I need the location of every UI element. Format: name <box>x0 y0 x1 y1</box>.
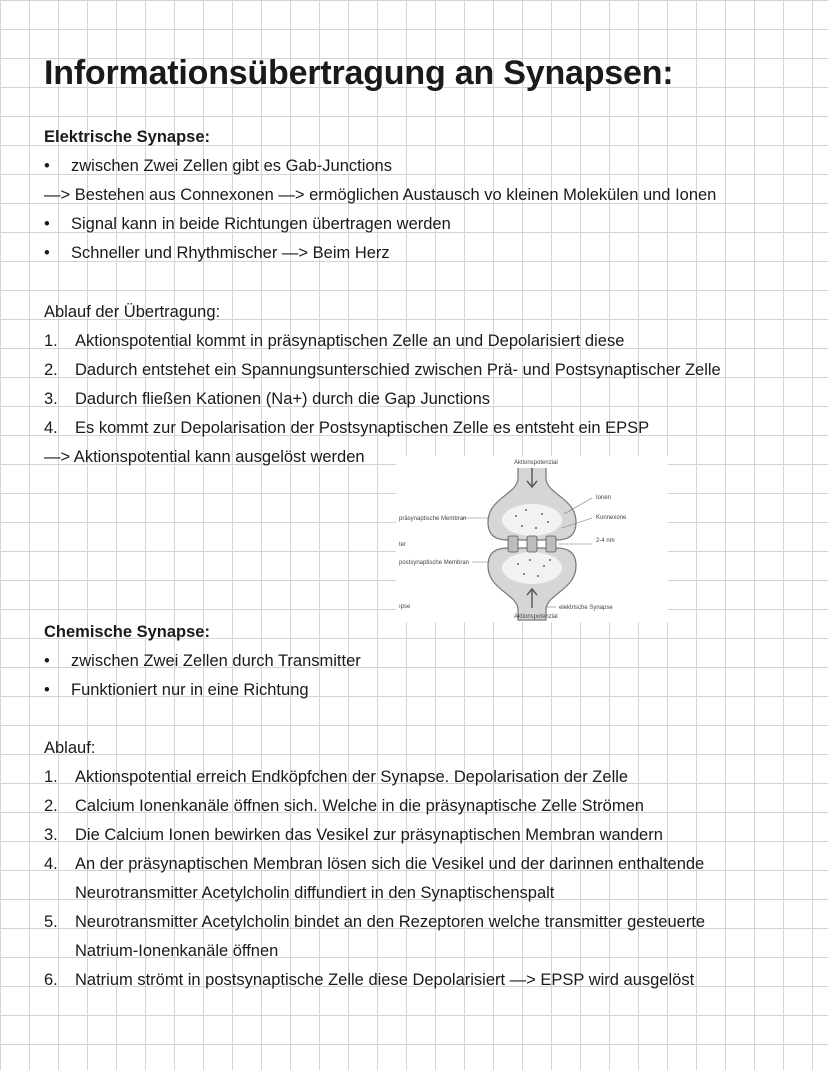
diagram-label-bottom: Aktionspotenzial <box>514 614 558 620</box>
presynaptic-cytoplasm <box>502 504 562 536</box>
diagram-label-pre-membrane: präsynaptische Membran <box>399 516 467 522</box>
step-number: 5. <box>44 913 58 931</box>
diagram-label-konnexone: Konnexone <box>596 515 627 521</box>
electric-step-3: Dadurch fließen Kationen (Na+) durch die Gap Junctions <box>75 390 491 408</box>
diagram-label-gse: ıpse <box>399 604 411 610</box>
chemical-step-4-continued: Neurotransmitter Acetylcholin diffundiert in den Synaptischenspalt <box>75 884 555 902</box>
electric-ablauf-heading: Ablauf der Übertragung: <box>44 303 221 321</box>
bullet-marker: • <box>44 652 50 670</box>
electric-bullet-speed: Schneller und Rhythmischer —> Beim Herz <box>71 244 390 262</box>
connexon-channels <box>508 536 556 552</box>
diagram-label-ter: ter <box>399 542 407 548</box>
electric-synapse-heading: Elektrische Synapse: <box>44 128 210 146</box>
bullet-marker: • <box>44 215 50 233</box>
diagram-label-top: Aktionspotenzial <box>514 460 558 466</box>
bullet-marker: • <box>44 681 50 699</box>
step-number: 3. <box>44 390 58 408</box>
electric-step-2: Dadurch entstehet ein Spannungsunterschied zwischen Prä- und Postsynaptischer Zelle <box>75 361 721 379</box>
step-number: 2. <box>44 797 58 815</box>
diagram-label-ionen: Ionen <box>596 495 612 501</box>
step-number: 4. <box>44 855 58 873</box>
chemical-step-2: Calcium Ionenkanäle öffnen sich. Welche in die präsynaptische Zelle Strömen <box>75 797 644 815</box>
diagram-label-post-membrane: postsynaptische Membran <box>399 560 470 566</box>
step-number: 2. <box>44 361 58 379</box>
electric-connexone-note: —> Bestehen aus Connexonen —> ermöglichen Austausch vo kleinen Molekülen und Ionen <box>44 186 717 204</box>
postsynaptic-cytoplasm <box>502 552 562 584</box>
chemical-step-5: Neurotransmitter Acetylcholin bindet an den Rezeptoren welche transmitter gesteuerte <box>75 913 706 931</box>
electric-step-4: Es kommt zur Depolarisation der Postsynaptischen Zelle es entsteht ein EPSP <box>75 419 650 437</box>
electric-result-note: —> Aktionspotential kann ausgelöst werden <box>44 448 365 466</box>
chemical-ablauf-heading: Ablauf: <box>44 739 96 757</box>
electric-step-1: Aktionspotential kommt in präsynaptischen Zelle an und Depolarisiert diese <box>75 332 625 350</box>
step-number: 4. <box>44 419 58 437</box>
chemical-step-6: Natrium strömt in postsynaptische Zelle diese Depolarisiert —> EPSP wird ausgelöst <box>75 971 695 989</box>
electric-bullet-gap-junctions: zwischen Zwei Zellen gibt es Gab-Junctions <box>71 157 392 175</box>
chemical-synapse-heading: Chemische Synapse: <box>44 623 210 641</box>
chemical-bullet-transmitter: zwischen Zwei Zellen durch Transmitter <box>71 652 361 670</box>
page-title: Informationsübertragung an Synapsen: <box>44 54 674 92</box>
step-number: 1. <box>44 332 58 350</box>
chemical-step-3: Die Calcium Ionen bewirken das Vesikel zur präsynaptischen Membran wandern <box>75 826 663 844</box>
electric-bullet-direction: Signal kann in beide Richtungen übertragen werden <box>71 215 451 233</box>
synapse-illustration <box>396 456 668 622</box>
chemical-step-4: An der präsynaptischen Membran lösen sich die Vesikel und der darinnen enthaltende <box>75 855 705 873</box>
step-number: 6. <box>44 971 58 989</box>
bullet-marker: • <box>44 157 50 175</box>
chemical-step-5-continued: Natrium-Ionenkanäle öffnen <box>75 942 279 960</box>
chemical-bullet-direction: Funktioniert nur in eine Richtung <box>71 681 309 699</box>
step-number: 3. <box>44 826 58 844</box>
chemical-step-1: Aktionspotential erreich Endköpfchen der Synapse. Depolarisation der Zelle <box>75 768 629 786</box>
step-number: 1. <box>44 768 58 786</box>
bullet-marker: • <box>44 244 50 262</box>
diagram-label-electric-synapse: elektrische Synapse <box>559 605 613 611</box>
diagram-label-distance: 2-4 nm <box>596 538 615 544</box>
electrical-synapse-diagram <box>396 456 668 622</box>
